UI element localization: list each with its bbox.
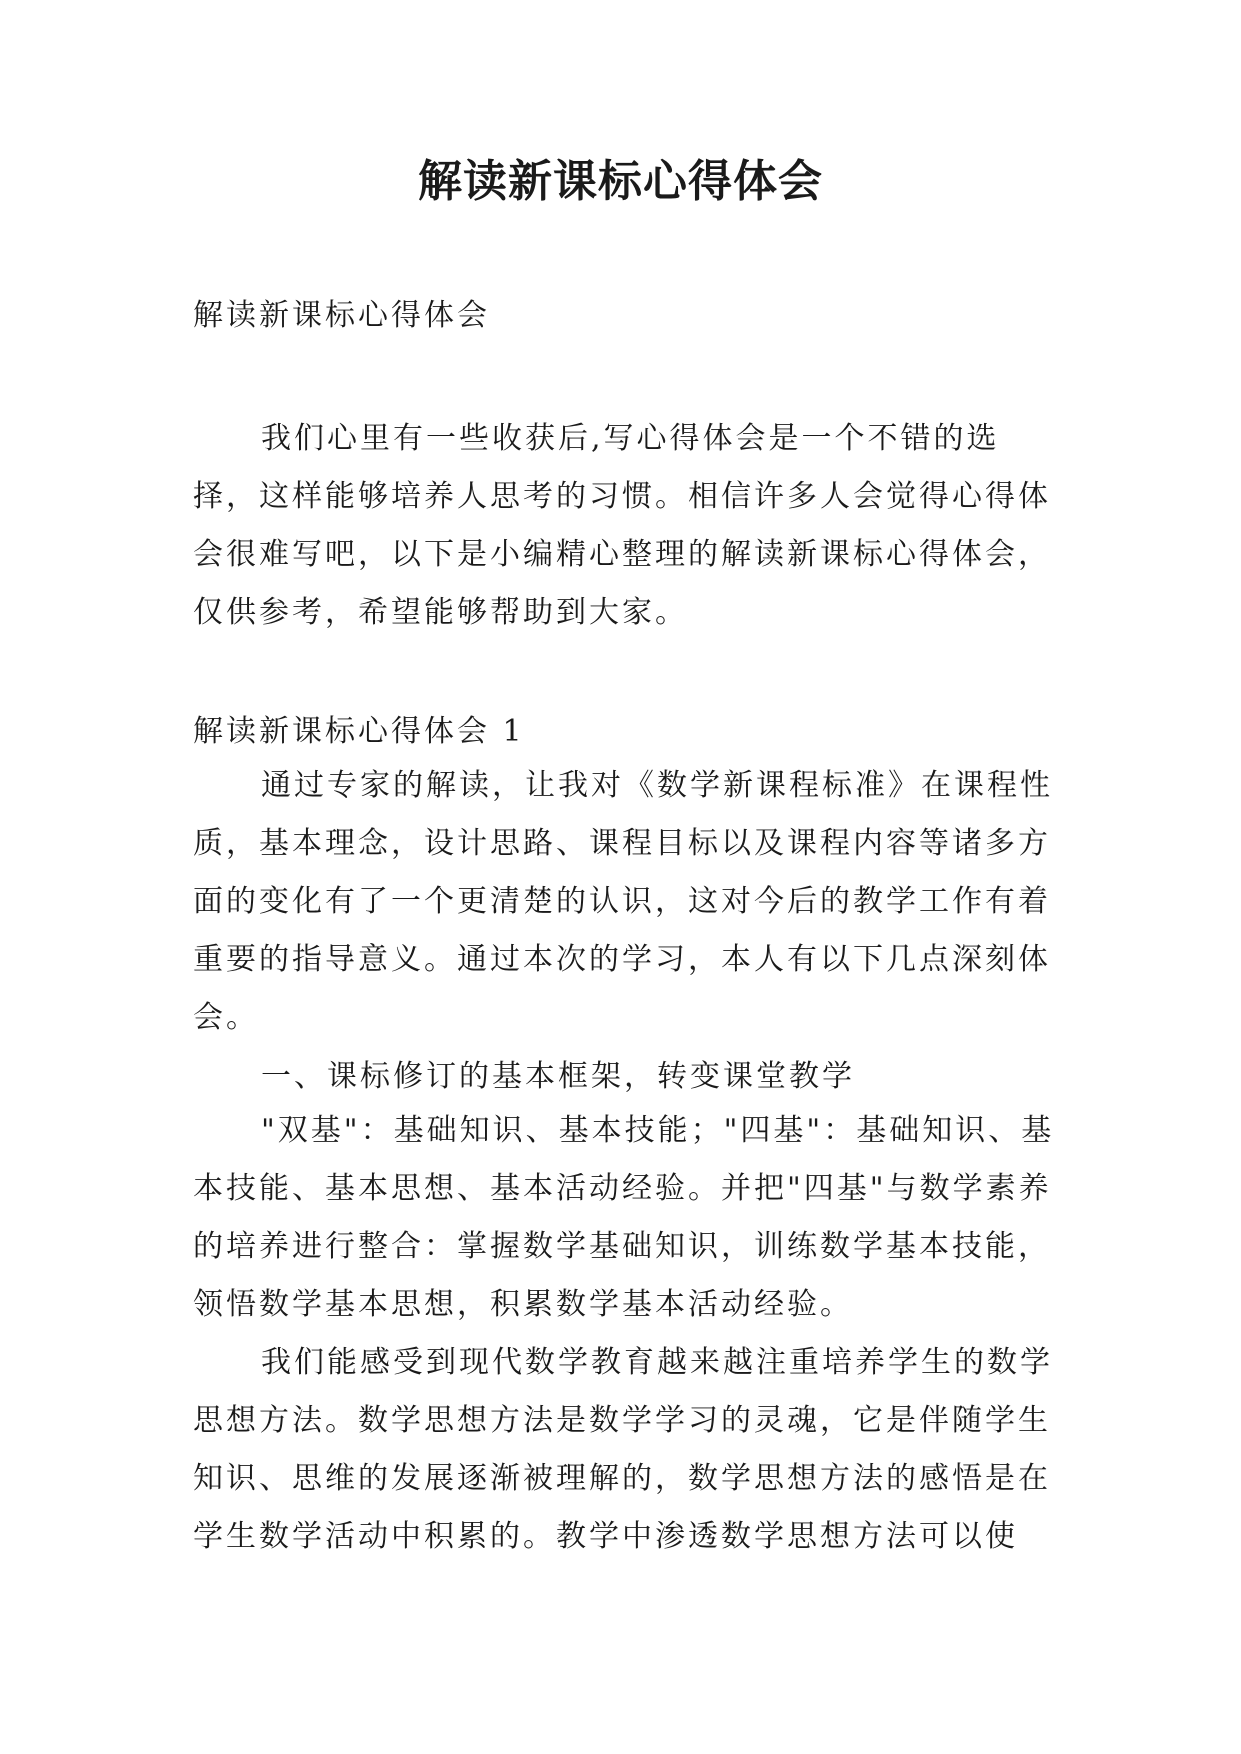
section-title: 解读新课标心得体会 1 (193, 714, 525, 749)
document-subtitle: 解读新课标心得体会 (193, 298, 490, 333)
intro-paragraph: 我们心里有一些收获后,写心得体会是一个不错的选择，这样能够培养人思考的习惯。相信许多人会觉得心得体会很难写吧，以下是小编精心整理的解读新课标心得体会，仅供参考，希望能够帮助到大家。 (193, 421, 1051, 630)
body-paragraph: 通过专家的解读，让我对《数学新课程标准》在课程性质，基本理念，设计思路、课程目标以及课程内容等诸多方面的变化有了一个更清楚的认识，这对今后的教学工作有着重要的指导意义。通过本次的学习，本人有以下几点深刻体会。 (193, 768, 1053, 1035)
section-heading: 一、课标修订的基本框架，转变课堂教学 (261, 1059, 855, 1094)
body-paragraph: 我们能感受到现代数学教育越来越注重培养学生的数学思想方法。数学思想方法是数学学习的灵魂，它是伴随学生知识、思维的发展逐渐被理解的，数学思想方法的感悟是在学生数学活动中积累的。教学中渗透数学思想方法可以使 (193, 1345, 1053, 1554)
body-paragraph: "双基"：基础知识、基本技能；"四基"：基础知识、基本技能、基本思想、基本活动经验。并把"四基"与数学素养的培养进行整合：掌握数学基础知识，训练数学基本技能，领悟数学基本思想，积累数学基本活动经验。 (193, 1113, 1055, 1322)
document-title: 解读新课标心得体会 (418, 156, 823, 207)
